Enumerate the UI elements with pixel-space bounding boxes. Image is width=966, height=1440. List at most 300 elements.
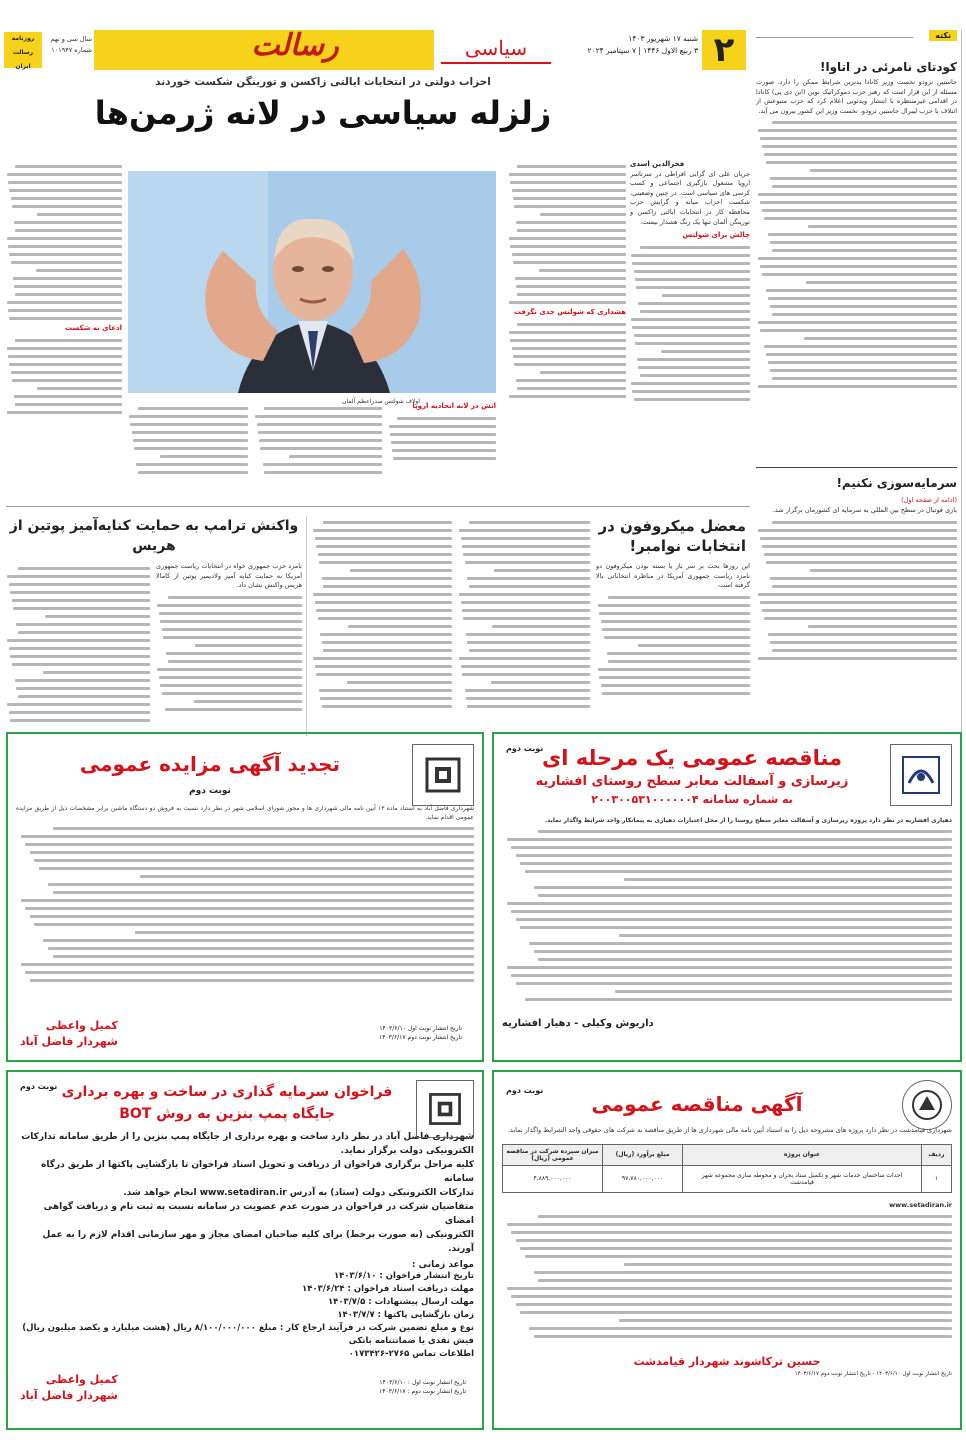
continued-note: (ادامه از صفحه اول) <box>901 496 957 504</box>
text-line <box>637 358 750 361</box>
text-line <box>12 205 122 208</box>
text-line <box>263 463 382 466</box>
text-line <box>461 665 590 668</box>
microphone-col-3 <box>312 516 452 736</box>
text-line <box>520 862 952 865</box>
text-line <box>491 681 590 684</box>
text-line <box>14 221 122 224</box>
text-line <box>257 423 382 426</box>
text-line <box>631 318 750 321</box>
text-line <box>540 213 626 216</box>
text-line <box>632 390 750 393</box>
sidebar-body-1: جاستین ترودو نخست وزیر کانادا بدترین شرایط ممکن را دارد. صورت مسئله از این قرار است که رهبر حزب دموکراتیک نوین (این دی پی) کانادا در اقدامی غیرمنتظره با انتشار ویدئویی اعلام کرد که حزب متبوعش از ائتلاف با حزب لیبرال جاستین ترودو، نخست وزیر این کشور بیرون می آید. <box>756 78 957 463</box>
text-line <box>462 609 590 612</box>
text-line <box>514 363 626 366</box>
text-line <box>525 998 953 1001</box>
text-line <box>389 425 496 428</box>
text-line <box>462 673 590 676</box>
text-line <box>511 846 952 849</box>
text-line <box>513 355 626 358</box>
text-line <box>764 153 957 156</box>
text-line <box>157 604 302 607</box>
text-line <box>138 407 248 410</box>
text-line <box>313 657 452 660</box>
text-line <box>810 569 957 572</box>
text-line <box>165 708 302 711</box>
ad4-timing-line: فیش نقدی یا ضمانتنامه بانکی <box>348 1336 474 1346</box>
text-line <box>538 1279 952 1282</box>
text-line <box>43 939 474 942</box>
text-line <box>517 323 626 326</box>
text-line <box>538 958 952 961</box>
text-line <box>12 599 150 602</box>
ad3-title: آگهی مناقصه عمومی <box>591 1092 803 1116</box>
text-line <box>768 297 957 300</box>
text-line <box>520 926 952 929</box>
text-line <box>509 237 626 240</box>
text-line <box>7 237 122 240</box>
text-line <box>632 326 750 329</box>
microphone-article <box>596 516 750 736</box>
text-line <box>30 979 474 982</box>
text-line <box>534 950 953 953</box>
text-line <box>538 1215 952 1218</box>
text-line <box>48 883 474 886</box>
ad4-line: کلیه مراحل برگزاری فراخوان از دریافت و تحویل اسناد فراخوان تا بازگشایی پاکتها از طریق درگاه سامانه <box>41 1160 474 1184</box>
text-line <box>348 625 452 628</box>
text-line <box>509 301 626 304</box>
text-line <box>507 966 953 969</box>
person-illustration <box>128 171 496 393</box>
text-line <box>318 617 452 620</box>
text-line <box>162 692 302 695</box>
text-line <box>9 647 150 650</box>
text-line <box>21 899 474 902</box>
text-line <box>469 649 590 652</box>
text-line <box>766 353 957 356</box>
text-line <box>319 689 452 692</box>
text-line <box>758 529 957 532</box>
text-line <box>766 161 957 164</box>
text-line <box>760 329 957 332</box>
text-line <box>762 145 957 148</box>
text-line <box>638 644 750 647</box>
text-line <box>469 521 590 524</box>
text-line <box>762 209 957 212</box>
text-line <box>30 915 474 918</box>
text-line <box>770 577 957 580</box>
text-line <box>772 185 957 188</box>
ad3-intro: شهرداری قیامدشت در نظر دارد پروژه های مشروحه ذیل را به استناد آیین نامه مالی شهرداری ها از طریق مناقصه به شرکت های حقوقی واجد الشرایط واگذار نماید. <box>507 1126 952 1134</box>
text-line <box>469 585 590 588</box>
issue-line: شماره ۱۰۱۹۴۷ <box>51 46 92 54</box>
text-line <box>194 700 302 703</box>
text-line <box>37 213 122 216</box>
ad4-dates: تاریخ انتشار نوبت اول : ۱۴۰۳/۶/۱۰ تاریخ انتشار نوبت دوم : ۱۴۰۳/۶/۱۷ <box>379 1379 466 1395</box>
text-line <box>138 471 248 474</box>
text-line <box>525 870 953 873</box>
text-line <box>770 241 957 244</box>
text-line <box>772 521 957 524</box>
text-line <box>608 596 750 599</box>
text-line <box>45 615 150 618</box>
ad3-signature: حسین ترکاشوند شهردار قیامدشت <box>633 1354 821 1368</box>
text-line <box>772 313 957 316</box>
text-line <box>166 652 302 655</box>
photo-caption: اولاف شولتس صدراعظم آلمان <box>342 398 420 405</box>
article-col-3 <box>388 402 496 494</box>
text-line <box>772 377 957 380</box>
text-line <box>601 684 750 687</box>
text-line <box>12 379 122 382</box>
text-line <box>15 403 122 406</box>
text-line <box>134 447 248 450</box>
masthead <box>0 30 746 70</box>
text-line <box>598 668 750 671</box>
trump-article <box>6 516 302 736</box>
page-number: ۲ <box>713 30 735 70</box>
small-logo: روزنامه رسالت ایران <box>4 32 42 68</box>
text-line <box>463 553 590 556</box>
text-line <box>762 273 957 276</box>
ad1-subtitle: زیرسازی و آسفالت معابر سطح روستای افشاریه <box>535 774 849 789</box>
article-col-4 <box>254 402 382 494</box>
text-line <box>608 660 750 663</box>
ad4-signature: کمیل واعظی شهردار فاضل آباد <box>20 1373 118 1402</box>
text-line <box>10 719 150 722</box>
text-line <box>322 641 452 644</box>
ad2-title: تجدید آگهی مزایده عمومی <box>79 752 341 776</box>
text-line <box>318 553 452 556</box>
ad4-line: شهرداری فاضل آباد در نظر دارد ساخت و بهره برداری از جایگاه پمپ بنزین را از طریق سامانه تدارکات <box>21 1132 474 1142</box>
text-line <box>511 974 952 977</box>
scholz-photo <box>128 171 496 393</box>
article-kicker: احزاب دولتی در انتخابات ایالتی زاکسن و تورینگن شکست خوردند <box>155 76 491 88</box>
text-line <box>465 689 590 692</box>
text-line <box>764 617 957 620</box>
text-line <box>390 433 496 436</box>
text-line <box>509 173 626 176</box>
ad3-table: ردیف عنوان پروژه مبلغ برآورد (ریال) میزان سپرده شرکت در مناقصه عمومی (ریال) ۱ احداث ساختمان خدمات شهر و تکمیل ستاد بحران و محوطه سازی مجموعه شهر قیامدشت ۹۷,۷۸۰,۰۰۰,۰۰۰ ۴,۸۸۹,۰۰۰,۰۰۰ <box>502 1144 952 1193</box>
ad4-line: الکترونیکی (به صورت برخط) برای کلیه صاحبان امضای مجاز و مهر سازمانی اقدام لازم را به عمل آورند. <box>42 1230 474 1254</box>
newspaper-logo: رسالت <box>251 28 339 63</box>
text-line <box>808 225 957 228</box>
ad2-intro: شهرداری فاضل آباد به استناد ماده ۱۳ آیین نامه مالی شهرداری ها و مجوز شورای اسلامی شهر در نظر دارد نسبت به فروش دو دستگاه ماشین برابر مشخصات ذیل از طریق مزایده عمومی اقدام نماید. <box>16 805 474 821</box>
text-line <box>461 601 590 604</box>
text-line <box>7 639 150 642</box>
sidebar-label-row <box>756 30 957 46</box>
ad-bot-gas-station <box>6 1070 484 1430</box>
text-line <box>525 1255 953 1258</box>
ad4-body <box>16 1130 474 1256</box>
ad3-dates: تاریخ انتشار نوبت اول ۱۴۰۳/۶/۱۰ - تاریخ انتشار نوبت دوم ۱۴۰۳/۶/۱۷ <box>794 1370 952 1377</box>
text-line <box>34 859 474 862</box>
text-line <box>624 878 953 881</box>
page-number-box <box>702 30 746 70</box>
text-line <box>11 371 122 374</box>
text-line <box>8 355 122 358</box>
ad4-timing <box>16 1270 474 1361</box>
text-line <box>661 350 750 353</box>
text-line <box>162 628 302 631</box>
text-line <box>624 1263 953 1266</box>
text-line <box>316 545 452 548</box>
text-line <box>393 457 496 460</box>
ad4-line: الکترونیکی دولت برگزار نماید. <box>340 1146 474 1156</box>
text-line <box>467 577 590 580</box>
ad1-signature: داریوش وکیلی - دهیار افشاریه <box>502 1018 654 1029</box>
text-line <box>315 665 452 668</box>
text-line <box>760 265 957 268</box>
text-line <box>463 617 590 620</box>
text-line <box>322 577 452 580</box>
text-line <box>289 455 382 458</box>
emblem-icon <box>890 744 952 806</box>
text-line <box>7 411 122 414</box>
text-line <box>461 537 590 540</box>
text-line <box>7 575 150 578</box>
text-line <box>15 165 122 168</box>
ad4-timing-line: تاریخ انتشار فراخوان : ۱۴۰۳/۶/۱۰ <box>333 1271 474 1281</box>
article-col-2 <box>508 160 626 490</box>
text-line <box>264 471 382 474</box>
text-line <box>514 205 626 208</box>
text-line <box>758 257 957 260</box>
text-line <box>11 261 122 264</box>
text-line <box>511 910 952 913</box>
text-line <box>53 891 474 894</box>
text-line <box>517 229 626 232</box>
text-line <box>7 301 122 304</box>
text-line <box>37 387 122 390</box>
text-line <box>315 601 452 604</box>
text-line <box>15 679 150 682</box>
subhead-defeat: ادعای نه شکست <box>64 324 122 332</box>
text-line <box>347 681 452 684</box>
article-col-6 <box>6 160 122 490</box>
text-line <box>517 387 626 390</box>
text-line <box>9 253 122 256</box>
text-line <box>640 310 750 313</box>
text-line <box>313 593 452 596</box>
ad4-subtitle: جایگاه پمپ بنزین به روش BOT <box>119 1106 335 1122</box>
text-line <box>34 923 474 926</box>
text-line <box>323 649 452 652</box>
text-line <box>640 246 750 249</box>
ad-afsharieh-tender <box>492 732 962 1062</box>
text-line <box>635 278 750 281</box>
text-line <box>13 607 150 610</box>
text-line <box>516 285 626 288</box>
text-line <box>516 1303 953 1306</box>
text-line <box>140 875 474 878</box>
text-line <box>465 561 590 564</box>
text-line <box>10 655 150 658</box>
text-line <box>636 286 750 289</box>
text-line <box>36 269 122 272</box>
text-line <box>315 537 452 540</box>
text-line <box>512 189 626 192</box>
text-line <box>513 261 626 264</box>
text-line <box>529 942 952 945</box>
ad4-line: متقاضیان شرکت در فراخوان در صورت عدم عضویت در سامانه نسبت به ثبت نام و دریافت گواهی امضای <box>43 1202 474 1226</box>
text-line <box>513 197 626 200</box>
text-line <box>8 245 122 248</box>
text-line <box>316 673 452 676</box>
text-line <box>764 345 957 348</box>
text-line <box>53 955 474 958</box>
municipality-logo-icon-2 <box>416 1080 474 1138</box>
trump-lead: نامزد حزب جمهوری خواه در انتخابات ریاست جمهوری آمریکا به حمایت کنایه آمیز ولادیمیر پوتین از کامالا هریس واکنش نشان داد. <box>156 562 302 590</box>
text-line <box>516 1239 953 1242</box>
ad4-timing-line: نوع و مبلغ تضمین شرکت در فرآیند ارجاع کار : مبلغ ۸/۱۰۰/۰۰۰/۰۰۰ ریال (هشت میلیارد و یکصد میلیون ریال) <box>22 1323 474 1333</box>
text-line <box>9 583 150 586</box>
text-line <box>512 253 626 256</box>
text-line <box>14 395 122 398</box>
sidebar-label: نکته <box>929 30 957 41</box>
text-line <box>601 620 750 623</box>
text-line <box>159 612 302 615</box>
text-line <box>602 628 750 631</box>
main-headline: زلزله سیاسی در لانه ژرمن‌ها <box>94 94 552 132</box>
text-line <box>9 363 122 366</box>
text-line <box>764 553 957 556</box>
text-line <box>635 342 750 345</box>
text-line <box>772 585 957 588</box>
text-line <box>258 431 382 434</box>
ad4-timing-line: مهلت ارسال پیشنهادات : ۱۴۰۳/۷/۵ <box>327 1297 474 1307</box>
text-line <box>48 947 474 950</box>
sidebar-title-1: کودتای نامرئی در اتاوا! <box>820 60 957 74</box>
text-line <box>25 971 474 974</box>
text-line <box>520 1311 952 1314</box>
text-line <box>640 374 750 377</box>
text-line <box>634 398 750 401</box>
text-line <box>159 676 302 679</box>
text-line <box>25 907 474 910</box>
text-line <box>602 692 750 695</box>
text-line <box>459 593 590 596</box>
text-line <box>619 934 952 937</box>
ad3-website: www.setadiran.ir <box>889 1200 952 1209</box>
text-line <box>319 561 452 564</box>
text-line <box>11 197 122 200</box>
text-line <box>631 254 750 257</box>
text-line <box>9 711 150 714</box>
text-line <box>12 663 150 666</box>
text-line <box>634 334 750 337</box>
text-line <box>516 221 626 224</box>
city-emblem-icon <box>902 1080 952 1130</box>
text-line <box>160 455 248 458</box>
text-line <box>510 245 626 248</box>
text-line <box>760 601 957 604</box>
text-line <box>520 1247 952 1250</box>
text-line <box>758 385 957 388</box>
text-line <box>320 633 452 636</box>
ad4-timing-line: مهلت دریافت اسناد فراخوان : ۱۴۰۳/۶/۲۴ <box>302 1284 474 1294</box>
text-line <box>494 569 590 572</box>
text-line <box>534 886 953 889</box>
text-line <box>15 293 122 296</box>
text-line <box>16 687 150 690</box>
text-line <box>323 521 452 524</box>
text-line <box>758 193 957 196</box>
text-line <box>7 347 122 350</box>
text-line <box>599 676 750 679</box>
text-line <box>768 233 957 236</box>
text-line <box>129 415 248 418</box>
text-line <box>392 449 496 452</box>
text-line <box>538 894 952 897</box>
text-line <box>462 545 590 548</box>
ad3-tag: نوبت دوم <box>506 1086 544 1095</box>
subhead-warning: هشداری که شولتس جدی نگرفت <box>513 308 626 316</box>
text-line <box>770 641 957 644</box>
text-line <box>768 361 957 364</box>
sidebar-title-2: سرمایه‌سوزی نکنیم! <box>836 476 957 490</box>
text-line <box>806 281 957 284</box>
text-line <box>466 633 590 636</box>
text-line <box>30 851 474 854</box>
issue-block <box>44 34 92 56</box>
text-line <box>264 407 382 410</box>
text-line <box>598 604 750 607</box>
ad4-line: تدارکات الکترونیکی دولت (ستاد) به آدرس www.setadiran.ir انجام خواهد شد. <box>123 1188 474 1198</box>
article-col-1: فخرالدین اسدی جریان علی ای گرایی افراطی در سرتاسر اروپا مشغول بازگیری اجتماعی و کسب کرسی های سیاسی است. در چنین وضعیتی، شکست احزاب میانه و گرایش حزب محافظه کار در انتخابات ایالتی زاکسن و تورینگن آلمان تنها یک زنگ هشدار نیست. چالش برای شولتس <box>630 160 750 490</box>
ad4-timing-line: اطلاعات تماس ۲۷۶۵-۰۱۷۳۴۲۶ <box>348 1349 474 1359</box>
text-line <box>157 668 302 671</box>
text-line <box>53 827 474 830</box>
text-line <box>516 982 953 985</box>
text-line <box>772 121 957 124</box>
text-line <box>25 843 474 846</box>
text-line <box>758 321 957 324</box>
ad4-timing-title: مواعد زمانی : <box>411 1260 474 1270</box>
trump-title: واکنش ترامپ به حمایت کنایه‌آمیز پوتین از هریس <box>9 518 299 554</box>
text-line <box>510 339 626 342</box>
ad4-timing-line: زمان بازگشایی پاکتها : ۱۴۰۳/۷/۷ <box>337 1310 474 1320</box>
text-line <box>21 963 474 966</box>
author-name: فخرالدین اسدی <box>630 160 685 168</box>
text-line <box>638 366 750 369</box>
text-line <box>467 641 590 644</box>
text-line <box>615 990 953 993</box>
text-line <box>21 835 474 838</box>
text-line <box>259 439 382 442</box>
text-line <box>772 649 957 652</box>
microphone-title: معضل میکروفون در انتخابات نوامبر! <box>598 517 746 555</box>
text-line <box>322 705 452 708</box>
text-line <box>770 177 957 180</box>
text-line <box>517 165 626 168</box>
text-line <box>511 1295 952 1298</box>
text-line <box>507 1223 953 1226</box>
text-line <box>516 379 626 382</box>
ad1-title: مناقصه عمومی یک مرحله ای <box>541 746 843 770</box>
date-solar: شنبه ۱۷ شهریور ۱۴۰۳ <box>628 34 698 43</box>
text-line <box>599 612 750 615</box>
text-line <box>9 189 122 192</box>
text-line <box>18 631 150 634</box>
text-line <box>320 697 452 700</box>
text-line <box>15 229 122 232</box>
text-line <box>808 625 957 628</box>
section-title: سیاسی <box>441 36 551 64</box>
text-line <box>770 305 957 308</box>
text-line <box>160 620 302 623</box>
text-line <box>512 347 626 350</box>
